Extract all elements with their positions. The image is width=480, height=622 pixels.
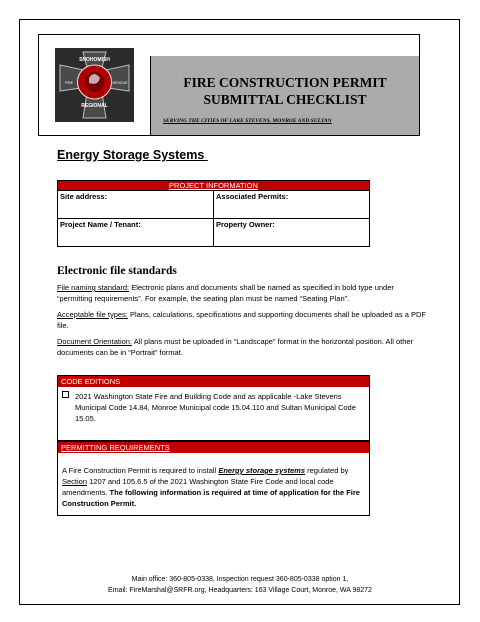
file-standards-heading: Electronic file standards bbox=[57, 265, 177, 277]
code-editions-box bbox=[57, 375, 370, 441]
orientation-paragraph bbox=[57, 336, 427, 358]
logo-top-text: SNOHOMISH bbox=[79, 57, 110, 63]
permitting-body bbox=[58, 453, 369, 513]
permitting-bold-sentence: The following information is required at time of application for the Fire Construction Permit. bbox=[62, 488, 360, 508]
code-editions-header: CODE EDITIONS bbox=[58, 376, 369, 387]
file-naming-label: File naming standard: bbox=[57, 283, 130, 292]
file-types-text: Plans, calculations, specifications and supporting documents shall be uploaded as a PDF file. bbox=[57, 310, 426, 330]
logo-right-text: RESCUE bbox=[112, 81, 128, 85]
section-link[interactable]: Section bbox=[62, 477, 88, 486]
property-owner-field[interactable]: Property Owner: bbox=[214, 219, 370, 247]
associated-permits-field[interactable]: Associated Permits: bbox=[214, 191, 370, 219]
title-line-2: SUBMITTAL CHECKLIST bbox=[203, 92, 367, 107]
tagline: SERVING THE CITIES OF LAKE STEVENS, MONROE AND SULTAN bbox=[163, 118, 332, 124]
file-types-label: Acceptable file types: bbox=[57, 310, 128, 319]
permitting-text-3: 1207 and 105.6.5 of the 2021 Washington State Fire Code and local code amendments. bbox=[62, 477, 334, 497]
logo-bottom-text: REGIONAL bbox=[81, 103, 108, 109]
footer-line-1: Main office: 360-805-0338, Inspection request 360-805-0338 option 1, bbox=[131, 576, 349, 583]
document-subtitle: Energy Storage Systems bbox=[57, 148, 208, 162]
project-name-field[interactable]: Project Name / Tenant: bbox=[58, 219, 214, 247]
orientation-text: All plans must be uploaded in “Landscape” format in the horizontal position. All other documents can be in “Portrait” format. bbox=[57, 337, 414, 357]
maltese-cross-logo bbox=[39, 35, 150, 135]
footer-line-2: Email: FireMarshal@SRFR.org, Headquarters: 163 Village Court, Monroe, WA 98272 bbox=[108, 587, 372, 594]
permitting-box bbox=[57, 441, 370, 516]
code-editions-item: 2021 Washington State Fire and Building Code and as applicable -Lake Stevens Municipal Code 14.84, Monroe Municipal code 15.04.110 and Sultan Municipal Code 15.05. bbox=[75, 392, 356, 423]
footer bbox=[0, 574, 480, 596]
permitting-text-2: regulated by bbox=[305, 466, 349, 475]
orientation-label: Document Orientation: bbox=[57, 337, 133, 346]
header-block bbox=[38, 34, 420, 136]
permitting-header: PERMITTING REQUIREMENTS bbox=[58, 442, 369, 453]
page-title bbox=[151, 74, 419, 108]
code-editions-body bbox=[58, 387, 369, 428]
permitting-text-1: A Fire Construction Permit is required to install bbox=[62, 466, 219, 475]
title-box bbox=[150, 56, 419, 135]
project-info-header: PROJECT INFORMATION bbox=[58, 181, 370, 191]
title-line-1: FIRE CONSTRUCTION PERMIT bbox=[183, 75, 387, 90]
energy-storage-term: Energy storage systems bbox=[218, 466, 306, 475]
file-types-paragraph bbox=[57, 309, 427, 331]
code-editions-checkbox[interactable] bbox=[62, 391, 69, 398]
logo bbox=[39, 35, 150, 135]
file-naming-text: Electronic plans and documents shall be named as specified in bold type under “permitting requirements”. For example, the seating plan must be named “Seating Plan”. bbox=[57, 283, 394, 303]
site-address-field[interactable]: Site address: bbox=[58, 191, 214, 219]
file-naming-paragraph bbox=[57, 282, 427, 304]
logo-left-text: FIRE bbox=[64, 81, 74, 85]
project-info-table bbox=[57, 180, 370, 247]
